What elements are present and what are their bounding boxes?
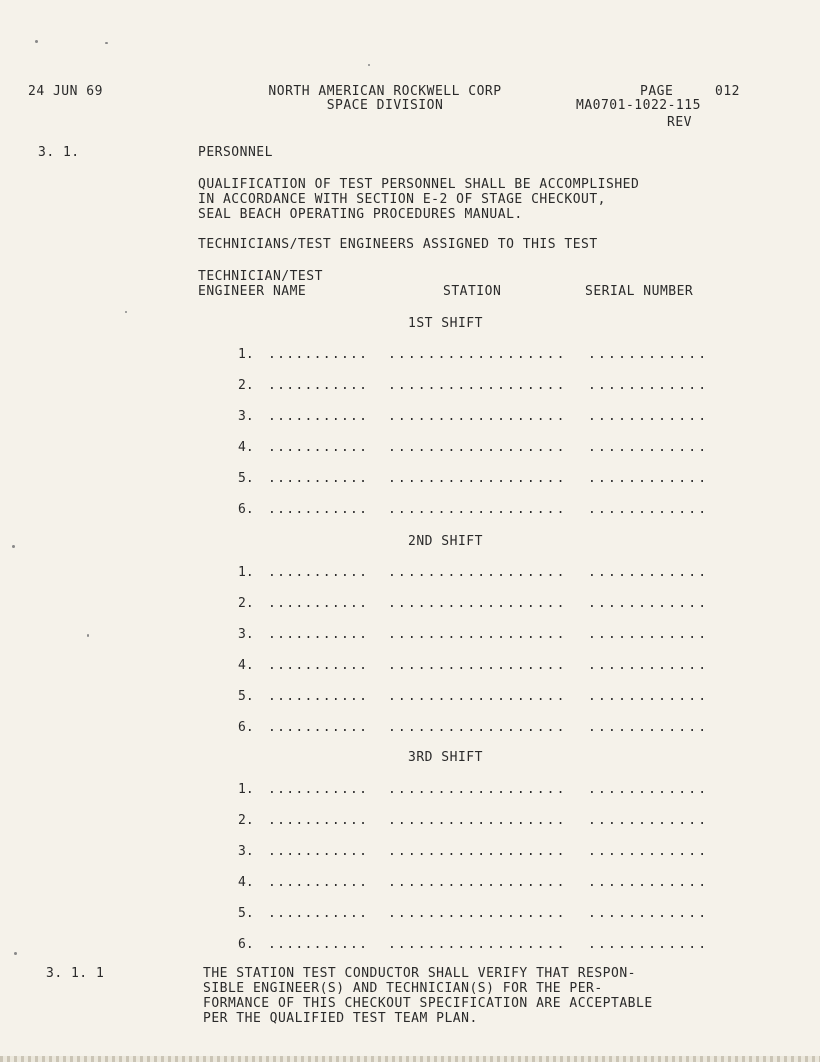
name-blank: ........... xyxy=(268,813,369,828)
subsection-line1: THE STATION TEST CONDUCTOR SHALL VERIFY THAT RESPON- xyxy=(203,966,636,981)
col-header-station: STATION xyxy=(443,284,502,299)
row-number: 4. xyxy=(238,875,254,890)
serial-blank: ............ xyxy=(588,689,709,704)
name-blank: ........... xyxy=(268,875,369,890)
station-blank: .................. xyxy=(388,844,567,859)
station-blank: .................. xyxy=(388,347,567,362)
station-blank: .................. xyxy=(388,502,567,517)
header-division: SPACE DIVISION xyxy=(326,98,444,113)
station-blank: .................. xyxy=(388,720,567,735)
row-number: 3. xyxy=(238,627,254,642)
row-number: 4. xyxy=(238,440,254,455)
name-blank: ........... xyxy=(268,596,369,611)
row-number: 2. xyxy=(238,813,254,828)
name-blank: ........... xyxy=(268,440,369,455)
col-header-name-line2: ENGINEER NAME xyxy=(198,284,307,299)
name-blank: ........... xyxy=(268,378,369,393)
serial-blank: ............ xyxy=(588,937,709,952)
paper-speck xyxy=(87,634,89,637)
name-blank: ........... xyxy=(268,502,369,517)
col-header-name-line1: TECHNICIAN/TEST xyxy=(198,269,323,284)
row-number: 5. xyxy=(238,906,254,921)
row-number: 6. xyxy=(238,502,254,517)
shift-title: 1ST SHIFT xyxy=(408,316,483,331)
serial-blank: ............ xyxy=(588,565,709,580)
shift-title: 3RD SHIFT xyxy=(408,750,483,765)
paper-speck xyxy=(12,545,15,548)
row-number: 6. xyxy=(238,937,254,952)
serial-blank: ............ xyxy=(588,347,709,362)
row-number: 1. xyxy=(238,347,254,362)
serial-blank: ............ xyxy=(588,875,709,890)
station-blank: .................. xyxy=(388,378,567,393)
subsection-line2: SIBLE ENGINEER(S) AND TECHNICIAN(S) FOR THE PER- xyxy=(203,981,603,996)
station-blank: .................. xyxy=(388,689,567,704)
name-blank: ........... xyxy=(268,844,369,859)
station-blank: .................. xyxy=(388,471,567,486)
serial-blank: ............ xyxy=(588,471,709,486)
paper-speck xyxy=(35,40,38,43)
name-blank: ........... xyxy=(268,658,369,673)
row-number: 6. xyxy=(238,720,254,735)
serial-blank: ............ xyxy=(588,782,709,797)
col-header-serial: SERIAL NUMBER xyxy=(585,284,694,299)
subsection-line3: FORMANCE OF THIS CHECKOUT SPECIFICATION ARE ACCEPTABLE xyxy=(203,996,653,1011)
subsection-number: 3. 1. 1 xyxy=(46,966,105,981)
serial-blank: ............ xyxy=(588,844,709,859)
section-para2: TECHNICIANS/TEST ENGINEERS ASSIGNED TO THIS TEST xyxy=(198,237,598,252)
station-blank: .................. xyxy=(388,875,567,890)
serial-blank: ............ xyxy=(588,409,709,424)
scan-edge xyxy=(0,1056,820,1062)
name-blank: ........... xyxy=(268,627,369,642)
paper-speck xyxy=(125,311,127,313)
name-blank: ........... xyxy=(268,689,369,704)
station-blank: .................. xyxy=(388,409,567,424)
name-blank: ........... xyxy=(268,409,369,424)
serial-blank: ............ xyxy=(588,378,709,393)
row-number: 5. xyxy=(238,471,254,486)
header-date: 24 JUN 69 xyxy=(28,84,103,99)
name-blank: ........... xyxy=(268,347,369,362)
serial-blank: ............ xyxy=(588,502,709,517)
header-company: NORTH AMERICAN ROCKWELL CORP xyxy=(268,84,502,99)
serial-blank: ............ xyxy=(588,813,709,828)
serial-blank: ............ xyxy=(588,627,709,642)
row-number: 4. xyxy=(238,658,254,673)
serial-blank: ............ xyxy=(588,720,709,735)
header-page-label: PAGE xyxy=(640,84,674,99)
paper-speck xyxy=(14,952,17,955)
section-number: 3. 1. xyxy=(38,145,80,160)
name-blank: ........... xyxy=(268,937,369,952)
station-blank: .................. xyxy=(388,906,567,921)
name-blank: ........... xyxy=(268,471,369,486)
station-blank: .................. xyxy=(388,596,567,611)
station-blank: .................. xyxy=(388,627,567,642)
serial-blank: ............ xyxy=(588,596,709,611)
header-page-number: 012 xyxy=(715,84,740,99)
row-number: 2. xyxy=(238,596,254,611)
paper-speck xyxy=(368,64,370,66)
header-doc-number: MA0701-1022-115 xyxy=(576,98,701,113)
name-blank: ........... xyxy=(268,906,369,921)
serial-blank: ............ xyxy=(588,906,709,921)
section-para1-line1: QUALIFICATION OF TEST PERSONNEL SHALL BE ACCOMPLISHED xyxy=(198,177,640,192)
shift-title: 2ND SHIFT xyxy=(408,534,483,549)
serial-blank: ............ xyxy=(588,658,709,673)
station-blank: .................. xyxy=(388,782,567,797)
station-blank: .................. xyxy=(388,658,567,673)
station-blank: .................. xyxy=(388,440,567,455)
section-title: PERSONNEL xyxy=(198,145,273,160)
section-para1-line3: SEAL BEACH OPERATING PROCEDURES MANUAL. xyxy=(198,207,523,222)
row-number: 2. xyxy=(238,378,254,393)
name-blank: ........... xyxy=(268,565,369,580)
row-number: 5. xyxy=(238,689,254,704)
row-number: 1. xyxy=(238,782,254,797)
row-number: 3. xyxy=(238,844,254,859)
row-number: 1. xyxy=(238,565,254,580)
name-blank: ........... xyxy=(268,720,369,735)
row-number: 3. xyxy=(238,409,254,424)
station-blank: .................. xyxy=(388,813,567,828)
name-blank: ........... xyxy=(268,782,369,797)
section-para1-line2: IN ACCORDANCE WITH SECTION E-2 OF STAGE CHECKOUT, xyxy=(198,192,607,207)
station-blank: .................. xyxy=(388,937,567,952)
subsection-line4: PER THE QUALIFIED TEST TEAM PLAN. xyxy=(203,1011,478,1026)
station-blank: .................. xyxy=(388,565,567,580)
paper-speck xyxy=(105,42,108,44)
header-rev-label: REV xyxy=(667,115,692,130)
serial-blank: ............ xyxy=(588,440,709,455)
